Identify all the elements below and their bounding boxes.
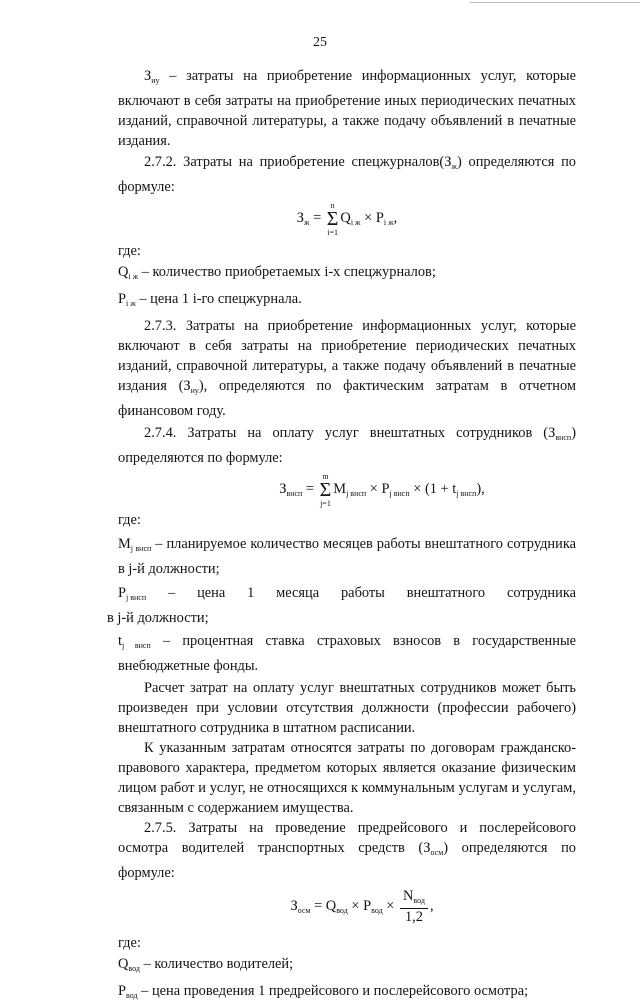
formula-symbol: З bbox=[279, 481, 287, 497]
symbol: P bbox=[118, 291, 127, 307]
symbol-subscript: i ж bbox=[128, 272, 139, 281]
word: 1 bbox=[247, 585, 255, 601]
formula-operator: × bbox=[409, 481, 425, 497]
formula-subscript: i ж bbox=[383, 218, 394, 227]
word: месяца bbox=[276, 585, 320, 601]
formula-symbol: P bbox=[375, 210, 384, 226]
sum-upper-limit: m bbox=[322, 472, 329, 481]
formula-subscript: вод bbox=[336, 906, 348, 915]
paragraph-text: 2.7.2. Затраты на приобретение спецжурналов( bbox=[144, 154, 445, 170]
symbol: З bbox=[144, 68, 152, 84]
symbol-subscript: вод bbox=[126, 991, 138, 1000]
definition-symbol bbox=[118, 583, 146, 608]
where-label: где: bbox=[118, 512, 141, 528]
formula-symbol: N bbox=[402, 887, 414, 904]
paragraph-2-7-3 bbox=[118, 316, 576, 421]
formula-operator: × bbox=[366, 481, 382, 497]
definition-q-i-zh bbox=[118, 262, 576, 287]
symbol: P bbox=[118, 983, 127, 999]
formula-end: , bbox=[481, 481, 485, 497]
symbol-subscript: осм bbox=[430, 848, 444, 857]
paragraph-2-7-5 bbox=[118, 818, 576, 883]
paragraph-text: ) определяются по формуле: bbox=[118, 154, 576, 195]
paragraph-2-7-4 bbox=[118, 423, 576, 468]
paragraph-text: – затраты на приобретение информационных услуг, которые включают в себя затраты на приобретение иных периодических печатных изданий, справочной литературы, а также подачу объявлений в печатные издания. bbox=[118, 68, 576, 149]
formula-subscript: осм bbox=[297, 906, 311, 915]
formula-symbol: P bbox=[363, 898, 372, 914]
word: внештатного bbox=[406, 585, 486, 601]
definition-p-j-line bbox=[118, 583, 576, 608]
formula-freelancers bbox=[118, 468, 576, 506]
symbol: M bbox=[118, 536, 131, 552]
symbol-subscript: внсп bbox=[555, 433, 572, 442]
formula-subscript: j внсп bbox=[346, 489, 367, 498]
word: работы bbox=[340, 585, 385, 601]
definition-p-i-zh bbox=[118, 289, 576, 314]
formula-operator: = bbox=[309, 210, 325, 226]
formula-subscript: j внсп bbox=[456, 489, 477, 498]
formula-operator: × bbox=[360, 210, 376, 226]
definition-p-vod bbox=[118, 981, 576, 1006]
symbol-subscript: i ж bbox=[126, 299, 136, 308]
formula-end: , bbox=[393, 210, 398, 226]
paragraph-info-services-definition bbox=[118, 66, 576, 151]
formula-medical-exam bbox=[118, 883, 576, 929]
symbol: З bbox=[548, 425, 556, 441]
sum-sign: n Σ i=1 bbox=[326, 201, 339, 237]
symbol: Q bbox=[118, 956, 129, 972]
where-label: где: bbox=[118, 243, 141, 259]
definition-text: – количество водителей; bbox=[139, 956, 294, 972]
symbol-subscript: j внсп bbox=[130, 544, 152, 553]
formula-symbol: P bbox=[381, 481, 390, 497]
formula-subscript: j внсп bbox=[389, 489, 410, 498]
symbol-subscript: вод bbox=[128, 964, 140, 973]
definition-text: – цена проведения 1 предрейсового и послерейсового осмотра; bbox=[137, 983, 529, 999]
fraction bbox=[400, 889, 428, 925]
formula-symbol: З bbox=[290, 898, 298, 914]
symbol: З bbox=[183, 378, 191, 394]
formula-subscript: вод bbox=[371, 906, 383, 915]
fraction-denominator: 1,2 bbox=[404, 908, 423, 925]
formula-journals bbox=[118, 197, 576, 237]
formula-subscript: ж bbox=[303, 218, 310, 227]
paragraph-text: ) определяются по формуле: bbox=[118, 840, 576, 881]
formula-paren: ) bbox=[476, 481, 482, 497]
sum-lower-limit: j=1 bbox=[320, 499, 331, 508]
sum-sign: m Σ j=1 bbox=[319, 472, 332, 508]
formula-operator: = bbox=[302, 481, 318, 497]
formula-operator: × bbox=[347, 898, 364, 914]
definition-p-j-continuation: в j-й должности; bbox=[107, 610, 209, 626]
definition-text: – количество приобретаемых i-х спецжурналов; bbox=[138, 264, 436, 280]
symbol: З bbox=[444, 154, 452, 170]
word: – bbox=[168, 585, 176, 601]
definition-m-j bbox=[118, 534, 576, 579]
sum-upper-limit: n bbox=[330, 201, 335, 210]
definition-t-j bbox=[118, 631, 576, 676]
top-rule bbox=[470, 2, 640, 3]
symbol-subscript: иу bbox=[151, 76, 160, 85]
formula-subscript: внсп bbox=[286, 489, 303, 498]
symbol-subscript: иу bbox=[190, 386, 199, 395]
paragraph-text: 2.7.3. Затраты на приобретение информационных услуг, которые включают в себя затраты на приобретение периодических печатных изданий, справочной литературы, а также подачу объявлений в печатные издания ( bbox=[118, 318, 576, 394]
paragraph-text: 2.7.4. Затраты на оплату услуг внештатных сотрудников ( bbox=[144, 425, 549, 441]
paragraph-text: ), определяются по фактическим затратам в отчетном финансовом году. bbox=[118, 378, 576, 419]
word: сотрудника bbox=[506, 585, 576, 601]
symbol: t bbox=[118, 633, 122, 649]
formula-symbol: Q bbox=[340, 210, 351, 226]
definition-text: – планируемое количество месяцев работы внештатного сотрудника в j-й должности; bbox=[118, 536, 576, 577]
formula-symbol: Q bbox=[325, 898, 337, 914]
page-number: 25 bbox=[313, 35, 327, 50]
symbol-subscript: j внсп bbox=[122, 641, 151, 650]
formula-symbol: M bbox=[333, 481, 347, 497]
paragraph-civil-contracts: К указанным затратам относятся затраты по договорам гражданско-правового характера, предметом которых является оказание физическим лицом работ и услуг, не относящихся к коммунальным услугам и услугам, связанным с содержанием имущества. bbox=[118, 740, 576, 816]
paragraph-text: ) определяются по формуле: bbox=[118, 425, 576, 466]
paragraph-2-7-2 bbox=[118, 152, 576, 197]
definition-text: – процентная ставка страховых взносов в государственные внебюджетные фонды. bbox=[118, 633, 577, 674]
formula-operator: = bbox=[310, 898, 326, 914]
symbol-subscript: j внсп bbox=[126, 593, 147, 602]
formula-subscript: вод bbox=[413, 895, 425, 905]
formula-symbol: (1 + t bbox=[424, 481, 457, 497]
formula-operator: × bbox=[382, 898, 398, 914]
definition-text: – цена 1 i-го спецжурнала. bbox=[135, 291, 302, 307]
definition-q-vod bbox=[118, 954, 576, 979]
symbol: P bbox=[118, 585, 127, 601]
document-body bbox=[107, 66, 577, 1006]
paragraph-text: 2.7.5. Затраты на проведение предрейсового и послерейсового осмотра водителей транспортных средств ( bbox=[118, 820, 576, 856]
word: цена bbox=[197, 585, 226, 601]
formula-subscript: i ж bbox=[350, 218, 361, 227]
formula-end: , bbox=[429, 898, 434, 914]
where-label: где: bbox=[118, 935, 141, 951]
sum-lower-limit: i=1 bbox=[327, 228, 338, 237]
paragraph-calculation-condition: Расчет затрат на оплату услуг внештатных сотрудников может быть произведен при условии отсутствия должности (профессии рабочего) внештатного сотрудника в штатном расписании. bbox=[118, 680, 576, 736]
fraction-numerator bbox=[400, 889, 428, 909]
symbol-subscript: ж bbox=[451, 162, 457, 171]
symbol: Q bbox=[118, 264, 129, 280]
formula-symbol: З bbox=[296, 210, 304, 226]
symbol: З bbox=[423, 840, 431, 856]
